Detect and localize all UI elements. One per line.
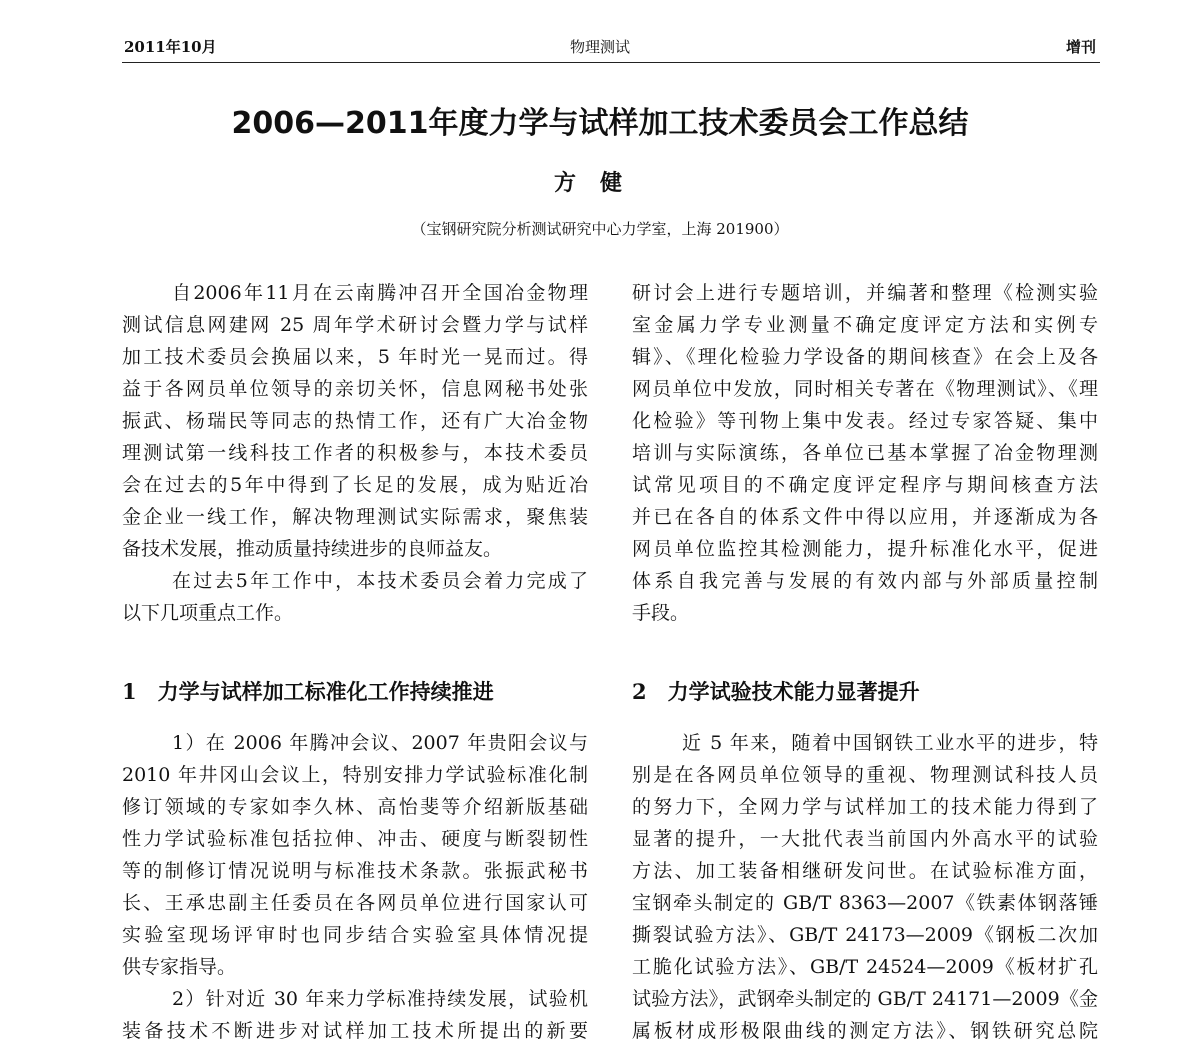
section-1-heading: 1 力学与试样加工标准化工作持续推进 [122,679,494,704]
text-line: 装备技术不断进步对试样加工技术所提出的新要 [122,1020,588,1042]
text-line: 供专家指导。 [122,956,237,978]
text-line: 2）针对近 30 年来力学标准持续发展，试验机 [172,988,588,1010]
section-2-body [632,727,1098,1047]
text-line: 益于各网员单位领导的亲切关怀，信息网秘书处张 [122,378,588,400]
text-line: 网员单位监控其检测能力，提升标准化水平，促进 [632,538,1098,560]
text-line: 体系自我完善与发展的有效内部与外部质量控制 [632,570,1098,592]
text-line: 手段。 [632,602,690,624]
header-rule [122,62,1100,63]
text-line: 自2006年11月在云南腾冲召开全国冶金物理 [172,282,588,304]
text-line: 2010 年井冈山会议上，特别安排力学试验标准化制 [122,764,588,786]
text-line: 长、王承忠副主任委员在各网员单位进行国家认可 [122,892,588,914]
text-line: 备技术发展，推动质量持续进步的良师益友。 [122,538,503,560]
text-line: 试验方法》，武钢牵头制定的 GB/T 24171—2009《金 [632,988,1098,1010]
text-line: 金企业一线工作，解决物理测试实际需求，聚焦装 [122,506,588,528]
text-line: 的努力下，全网力学与试样加工的技术能力得到了 [632,796,1098,818]
text-line: 属板材成形极限曲线的测定方法》、钢铁研究总院 [632,1020,1098,1042]
text-line: 别是在各网员单位领导的重视、物理测试科技人员 [632,764,1098,786]
text-line: 以下几项重点工作。 [122,602,294,624]
text-line: 宝钢牵头制定的 GB/T 8363—2007《铁素体钢落锤 [632,892,1098,914]
header-journal: 物理测试 [569,38,630,56]
right-intro [632,277,1098,629]
text-line: 化检验》等刊物上集中发表。经过专家答疑、集中 [632,410,1098,432]
text-line: 培训与实际演练，各单位已基本掌握了冶金物理测 [632,442,1098,464]
text-line: 室金属力学专业测量不确定度评定方法和实例专 [632,314,1098,336]
text-line: 实验室现场评审时也同步结合实验室具体情况提 [122,924,588,946]
text-line: 性力学试验标准包括拉伸、冲击、硬度与断裂韧性 [122,828,588,850]
text-line: 近 5 年来，随着中国钢铁工业水平的进步，特 [682,732,1098,754]
paper-title: 2006—2011年度力学与试样加工技术委员会工作总结 [231,106,969,141]
text-line: 理测试第一线科技工作者的积极参与，本技术委员 [122,442,588,464]
text-line: 修订领域的专家如李久林、高怡斐等介绍新版基础 [122,796,588,818]
text-line: 撕裂试验方法》、GB/T 24173—2009《钢板二次加 [632,924,1098,946]
header-issue: 增刊 [1065,38,1096,56]
text-line: 振武、杨瑞民等同志的热情工作，还有广大冶金物 [122,410,588,432]
text-line: 试常见项目的不确定度评定程序与期间核查方法 [632,474,1098,496]
text-line: 在过去5年工作中，本技术委员会着力完成了 [172,570,588,592]
text-line: 方法、加工装备相继研发问世。在试验标准方面， [632,860,1098,882]
text-line: 1）在 2006 年腾冲会议、2007 年贵阳会议与 [172,732,588,754]
affiliation: （宝钢研究院分析测试研究中心力学室，上海 201900） [411,220,789,238]
left-intro [122,277,588,629]
text-line: 并已在各自的体系文件中得以应用，并逐渐成为各 [632,506,1098,528]
header-date: 2011年10月 [124,38,217,56]
text-line: 会在过去的5年中得到了长足的发展，成为贴近冶 [122,474,588,496]
section-1-body [122,727,588,1047]
text-line: 显著的提升，一大批代表当前国内外高水平的试验 [632,828,1098,850]
text-line: 工脆化试验方法》、GB/T 24524—2009《板材扩孔 [632,956,1098,978]
text-line: 测试信息网建网 25 周年学术研讨会暨力学与试样 [122,314,588,336]
section-2-heading: 2 力学试验技术能力显著提升 [632,679,920,704]
text-line: 研讨会上进行专题培训，并编著和整理《检测实验 [632,282,1098,304]
text-line: 网员单位中发放，同时相关专著在《物理测试》、《理 [632,378,1098,400]
text-line: 加工技术委员会换届以来，5 年时光一晃而过。得 [122,346,588,368]
text-line: 辑》、《理化检验力学设备的期间核查》在会上及各 [632,346,1098,368]
author: 方健 [553,170,646,196]
text-line: 等的制修订情况说明与标准技术条款。张振武秘书 [122,860,588,882]
